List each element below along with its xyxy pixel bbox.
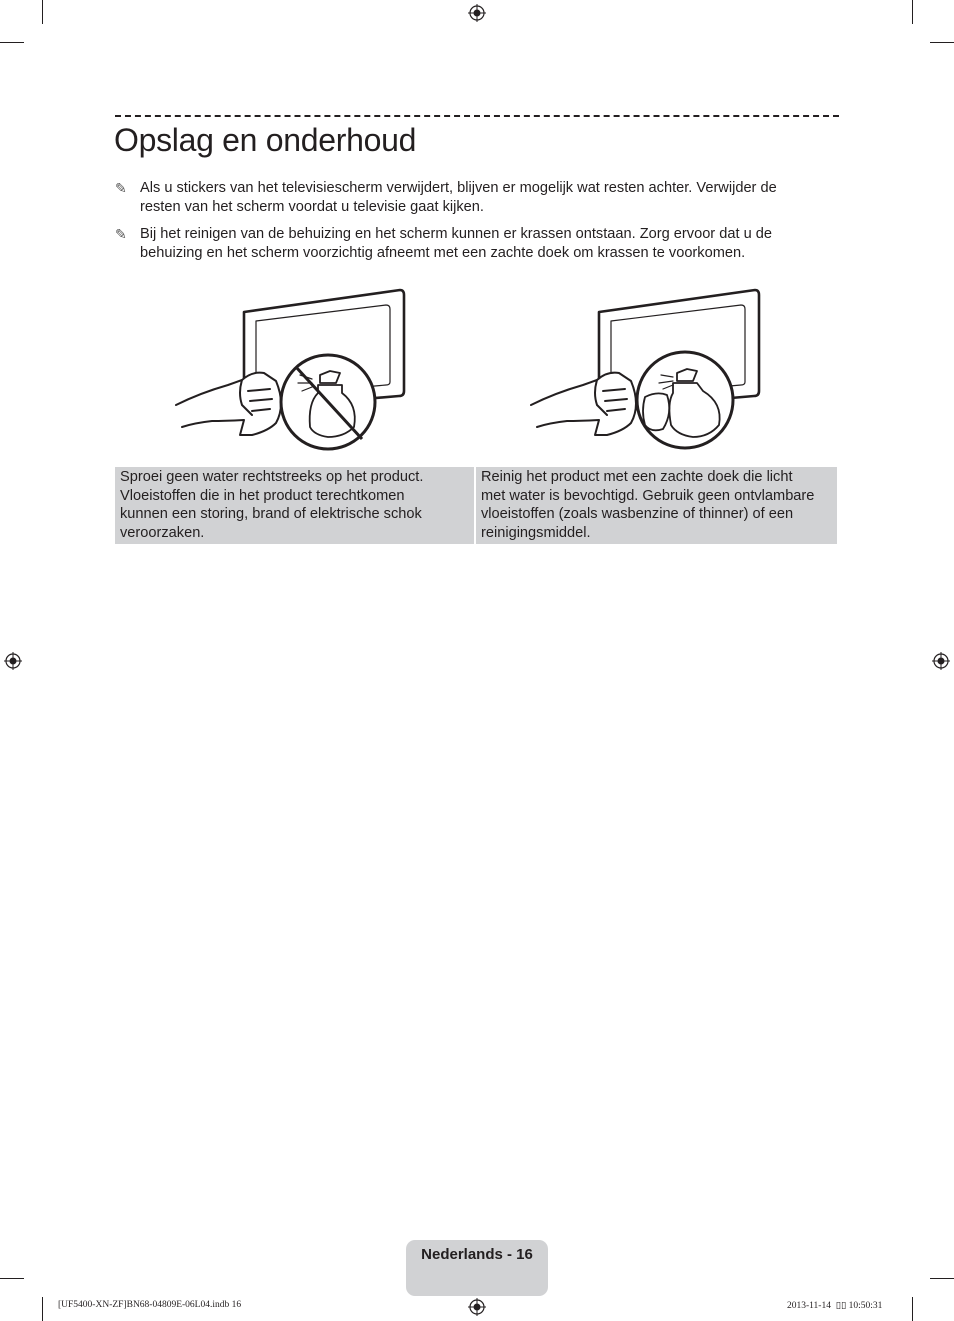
slug-time-glyphs: ▯▯ (835, 1301, 847, 1311)
slug-time: 10:50:31 (848, 1301, 883, 1311)
slug-date: 2013-11-14 (787, 1301, 831, 1311)
caption-line: Sproei geen water rechtstreeks op het product. (120, 469, 424, 485)
note-item (115, 179, 840, 217)
page-title: Opslag en onderhoud (114, 122, 417, 158)
registration-mark-icon (468, 1298, 486, 1316)
note-text-line: Als u stickers van het televisiescherm verwijdert, blijven er mogelijk wat resten achter. Verwijder de (140, 180, 777, 196)
crop-mark (42, 1297, 43, 1321)
title-dashed-rule (115, 115, 839, 117)
note-text-line: behuizing en het scherm voorzichtig afneemt met een zachte doek om krassen te voorkomen. (140, 245, 746, 261)
caption-line: kunnen een storing, brand of elektrische schok (120, 506, 422, 522)
caption-line: veroorzaken. (120, 524, 205, 541)
note-text-line: Bij het reinigen van de behuizing en het scherm kunnen er krassen ontstaan. Zorg ervoor dat u de (140, 226, 772, 242)
caption-box (115, 467, 474, 544)
registration-mark-icon (932, 652, 950, 670)
caption-line: vloeistoffen (zoals wasbenzine of thinner) of een (481, 506, 794, 522)
caption-line: reinigingsmiddel. (481, 524, 591, 541)
crop-mark (930, 42, 954, 43)
print-slug-file: [UF5400-XN-ZF]BN68-04809E-06L04.indb 16 (58, 1300, 242, 1310)
note-item (115, 225, 840, 263)
crop-mark (912, 1297, 913, 1321)
note-text-line: resten van het scherm voordat u televisie gaat kijken. (140, 199, 484, 215)
caption-line: Reinig het product met een zachte doek die licht (481, 469, 793, 485)
caption-line: Vloeistoffen die in het product terechtkomen (120, 487, 405, 504)
crop-mark (912, 0, 913, 24)
crop-mark (930, 1278, 954, 1279)
registration-mark-icon (4, 652, 22, 670)
registration-mark-icon (468, 4, 486, 22)
caption-box (476, 467, 837, 544)
page-number-label: Nederlands - 16 (421, 1246, 533, 1263)
caption-line: met water is bevochtigd. Gebruik geen ontvlambare (481, 487, 815, 504)
crop-mark (42, 0, 43, 24)
spray-on-cloth-illustration (527, 285, 767, 455)
crop-mark (0, 1278, 24, 1279)
no-spray-illustration (172, 285, 412, 455)
pencil-note-icon: ✎ (115, 226, 127, 242)
crop-mark (0, 42, 24, 43)
pencil-note-icon: ✎ (115, 180, 127, 196)
print-slug-date (787, 1300, 882, 1311)
